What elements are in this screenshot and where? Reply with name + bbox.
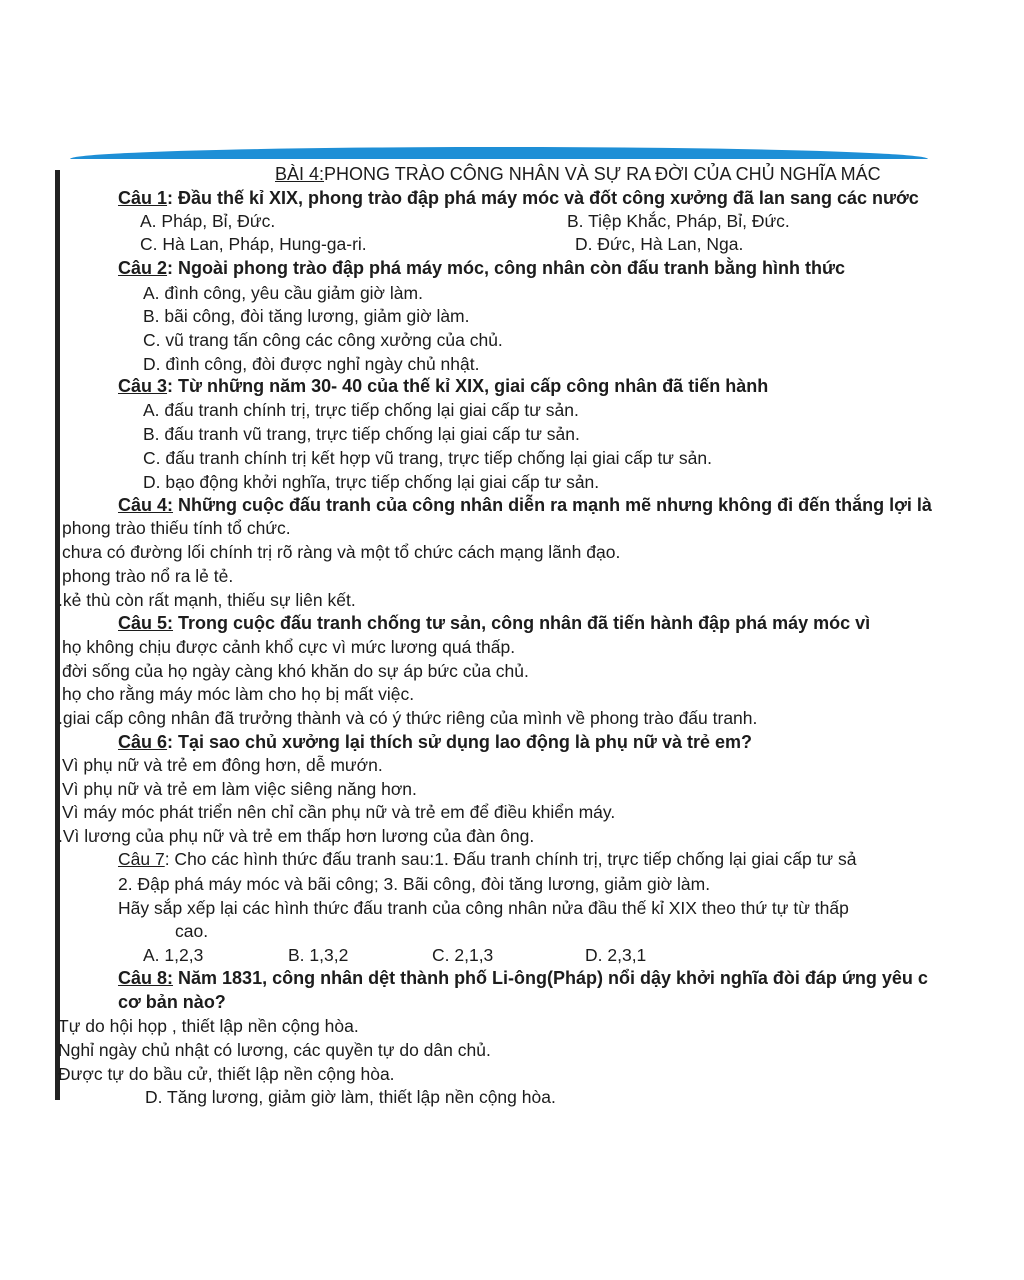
question-4-label: Câu 4: [118, 495, 174, 515]
question-8-label: Câu 8: [118, 968, 174, 988]
q8-option-a: Tự do hội họp , thiết lập nền cộng hòa. [58, 1016, 359, 1036]
q5-option-b: đời sống của họ ngày càng khó khăn do sự áp bức của chủ. [62, 661, 529, 681]
left-margin-rule [55, 170, 60, 1100]
question-3 [118, 375, 768, 397]
question-5-text: Trong cuộc đấu tranh chống tư sản, công nhân đã tiến hành đập phá máy móc vì [173, 613, 871, 633]
q4-option-b: chưa có đường lối chính trị rõ ràng và một tổ chức cách mạng lãnh đạo. [62, 542, 621, 562]
q8-option-b: Nghỉ ngày chủ nhật có lương, các quyền tự do dân chủ. [58, 1040, 491, 1060]
q4-option-a: phong trào thiếu tính tổ chức. [62, 518, 291, 538]
q1-option-c: C. Hà Lan, Pháp, Hung-ga-ri. [140, 234, 367, 254]
q6-option-a: Vì phụ nữ và trẻ em đông hơn, dễ mướn. [62, 755, 383, 775]
q4-option-d: .kẻ thù còn rất mạnh, thiếu sự liên kết. [58, 590, 356, 610]
q2-option-d: D. đình công, đòi được nghỉ ngày chủ nhật. [143, 354, 480, 374]
question-5 [118, 612, 870, 634]
q7-option-d: D. 2,3,1 [585, 945, 647, 965]
q6-option-d: .Vì lương của phụ nữ và trẻ em thấp hơn lương của đàn ông. [58, 826, 535, 846]
question-3-text: : Từ những năm 30- 40 của thế kỉ XIX, giai cấp công nhân đã tiến hành [167, 376, 769, 396]
header-blue-bar [70, 147, 928, 159]
question-7-line-2: 2. Đập phá máy móc và bãi công; 3. Bãi công, đòi tăng lương, giảm giờ làm. [118, 874, 711, 894]
q1-option-a: A. Pháp, Bỉ, Đức. [140, 211, 276, 231]
q5-option-c: họ cho rằng máy móc làm cho họ bị mất việc. [62, 684, 415, 704]
q5-option-d: .giai cấp công nhân đã trưởng thành và có ý thức riêng của mình về phong trào đấu tranh. [58, 708, 758, 728]
question-2-label: Câu 2 [118, 258, 168, 278]
title-text: PHONG TRÀO CÔNG NHÂN VÀ SỰ RA ĐỜI CỦA CHỦ NGHĨA MÁC [324, 164, 881, 184]
q6-option-c: Vì máy móc phát triển nên chỉ cần phụ nữ và trẻ em để điều khiển máy. [62, 802, 616, 822]
question-2 [118, 257, 845, 279]
question-4 [118, 494, 948, 516]
q3-option-c: C. đấu tranh chính trị kết hợp vũ trang, trực tiếp chống lại giai cấp tư sản. [143, 448, 712, 468]
question-1-text: : Đầu thế kỉ XIX, phong trào đập phá máy móc và đốt công xưởng đã lan sang các nước [167, 188, 919, 208]
q7-option-a: A. 1,2,3 [143, 945, 204, 965]
question-2-text: : Ngoài phong trào đập phá máy móc, công nhân còn đấu tranh bằng hình thức [167, 258, 846, 278]
question-8 [118, 967, 948, 989]
page-title [275, 163, 881, 185]
question-7-label: Câu 7 [118, 849, 165, 869]
q5-option-a: họ không chịu được cảnh khổ cực vì mức lương quá thấp. [62, 637, 516, 657]
q7-option-b: B. 1,3,2 [288, 945, 349, 965]
q2-option-a: A. đình công, yêu cầu giảm giờ làm. [143, 283, 423, 303]
question-8-line-2: cơ bản nào? [118, 992, 226, 1012]
question-3-label: Câu 3 [118, 376, 168, 396]
q2-option-b: B. bãi công, đòi tăng lương, giảm giờ làm. [143, 306, 470, 326]
question-8-text: Năm 1831, công nhân dệt thành phố Li-ông(Pháp) nổi dậy khởi nghĩa đòi đáp ứng yêu c [173, 968, 928, 988]
question-6-label: Câu 6 [118, 732, 168, 752]
question-1 [118, 187, 948, 209]
question-5-label: Câu 5: [118, 613, 174, 633]
question-7-text: : Cho các hình thức đấu tranh sau:1. Đấu tranh chính trị, trực tiếp chống lại giai cấp tư sả [164, 849, 857, 869]
question-6 [118, 731, 752, 753]
q8-option-c: Được tự do bầu cử, thiết lập nền cộng hòa. [58, 1064, 395, 1084]
question-6-text: : Tại sao chủ xưởng lại thích sử dụng lao động là phụ nữ và trẻ em? [167, 732, 752, 752]
q1-option-b: B. Tiệp Khắc, Pháp, Bỉ, Đức. [567, 211, 790, 231]
q7-option-c: C. 2,1,3 [432, 945, 494, 965]
question-1-label: Câu 1 [118, 188, 168, 208]
question-4-text: Những cuộc đấu tranh của công nhân diễn ra mạnh mẽ nhưng không đi đến thắng lợi là [173, 495, 932, 515]
q2-option-c: C. vũ trang tấn công các công xưởng của chủ. [143, 330, 503, 350]
q3-option-d: D. bạo động khởi nghĩa, trực tiếp chống lại giai cấp tư sản. [143, 472, 600, 492]
title-label: BÀI 4: [275, 164, 325, 184]
q3-option-b: B. đấu tranh vũ trang, trực tiếp chống lại giai cấp tư sản. [143, 424, 580, 444]
question-7-line-4: cao. [175, 921, 209, 941]
question-7 [118, 848, 948, 870]
q6-option-b: Vì phụ nữ và trẻ em làm việc siêng năng hơn. [62, 779, 417, 799]
q1-option-d: D. Đức, Hà Lan, Nga. [575, 234, 744, 254]
q4-option-c: phong trào nổ ra lẻ tẻ. [62, 566, 234, 586]
q8-option-d: D. Tăng lương, giảm giờ làm, thiết lập nền cộng hòa. [145, 1087, 556, 1107]
question-7-line-3: Hãy sắp xếp lại các hình thức đấu tranh của công nhân nửa đầu thế kỉ XIX theo thứ tự từ thấp [118, 898, 849, 918]
q3-option-a: A. đấu tranh chính trị, trực tiếp chống lại giai cấp tư sản. [143, 400, 579, 420]
